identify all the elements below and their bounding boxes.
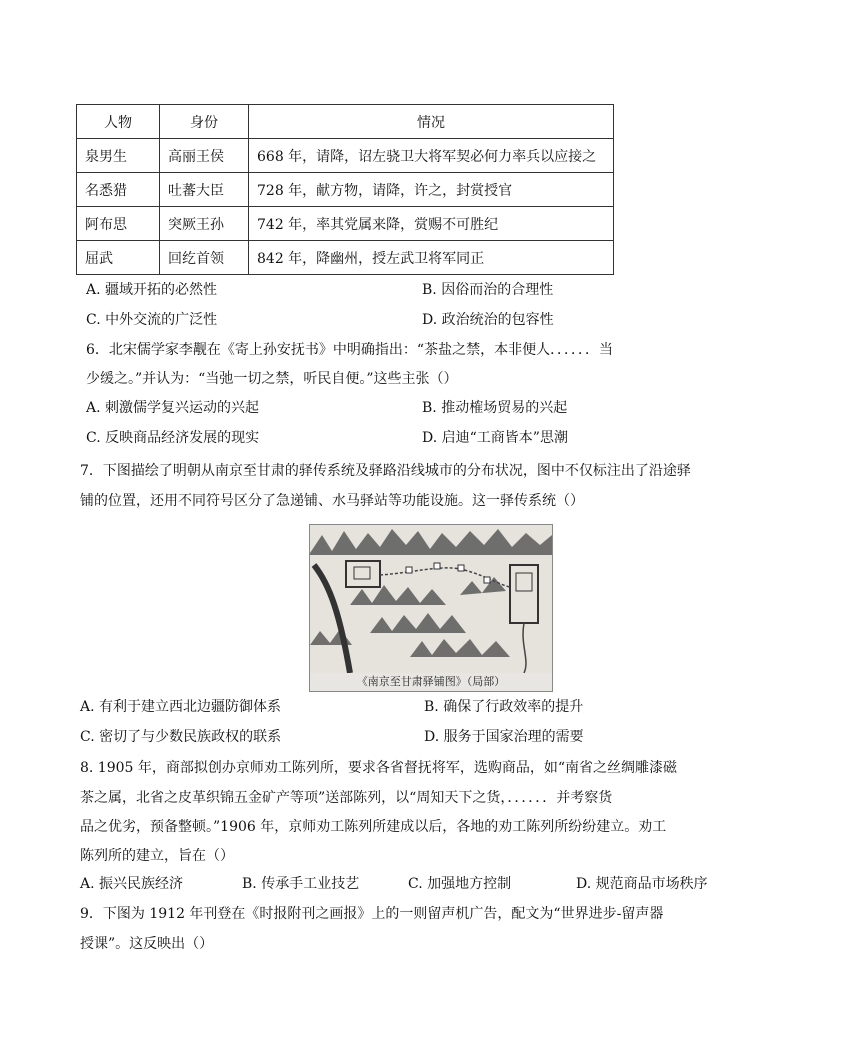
table-cell: 842 年，降幽州，授左武卫将军同正 (249, 241, 614, 275)
history-figures-table (76, 104, 614, 275)
table-cell: 泉男生 (77, 139, 160, 173)
q8-stem-line-1: 8. 1905 年，商部拟创办京师劝工陈列所，要求各省督抚将军，选购商品，如“南省之丝绸雕漆磁 (80, 760, 678, 776)
q6-option-c[interactable]: C. 反映商品经济发展的现实 (86, 430, 260, 446)
q8-option-b[interactable]: B. 传承手工业技艺 (242, 876, 360, 892)
table-cell: 742 年，率其党属来降，赏赐不可胜纪 (249, 207, 614, 241)
q6-option-b[interactable]: B. 推动榷场贸易的兴起 (422, 400, 568, 416)
q6-stem-line-2: 少缓之。”并认为：“当弛一切之禁，听民自便。”这些主张（） (86, 371, 458, 387)
table-row (77, 173, 614, 207)
q5-option-d[interactable]: D. 政治统治的包容性 (422, 312, 554, 328)
table-cell: 回纥首领 (160, 241, 249, 275)
table-cell: 吐蕃大臣 (160, 173, 249, 207)
q6-option-d[interactable]: D. 启迪“工商皆本”思潮 (422, 430, 568, 446)
table-row (77, 139, 614, 173)
q7-option-c[interactable]: C. 密切了与少数民族政权的联系 (80, 729, 282, 745)
q8-stem-line-2: 茶之属，北省之皮革织锦五金矿产等项”送部陈列，以“周知天下之货，．．．．．．并考察货 (80, 790, 613, 806)
q8-option-c[interactable]: C. 加强地方控制 (408, 876, 512, 892)
q9-stem-line-1: 9．下图为 1912 年刊登在《时报附刊之画报》上的一则留声机广告，配文为“世界进步-留声器 (80, 906, 664, 922)
table-row (77, 207, 614, 241)
q5-option-c[interactable]: C. 中外交流的广泛性 (86, 312, 218, 328)
table-header-cell: 人物 (77, 105, 160, 139)
q7-option-a[interactable]: A. 有利于建立西北边疆防御体系 (80, 699, 282, 715)
q8-stem-line-3: 品之优劣，预备整顿。”1906 年，京师劝工陈列所建成以后，各地的劝工陈列所纷纷建立。劝工 (80, 819, 667, 835)
relay-map-image (309, 524, 553, 692)
q7-stem-line-2: 铺的位置，还用不同符号区分了急递铺、水马驿站等功能设施。这一驿传系统（） (80, 493, 584, 509)
q7-option-b[interactable]: B. 确保了行政效率的提升 (424, 699, 584, 715)
table-cell: 高丽王侯 (160, 139, 249, 173)
table-header-row (77, 105, 614, 139)
table-cell: 668 年，请降，诏左骁卫大将军契必何力率兵以应接之 (249, 139, 614, 173)
map-caption: 《南京至甘肃驿铺图》（局部） (356, 675, 506, 688)
q5-option-b[interactable]: B. 因俗而治的合理性 (422, 282, 554, 298)
q8-option-d[interactable]: D. 规范商品市场秩序 (576, 876, 708, 892)
table-cell: 突厥王孙 (160, 207, 249, 241)
q7-stem-line-1: 7．下图描绘了明朝从南京至甘肃的驿传系统及驿路沿线城市的分布状况，图中不仅标注出了沿途驿 (80, 463, 691, 479)
q6-option-a[interactable]: A. 刺激儒学复兴运动的兴起 (86, 400, 260, 416)
table-cell: 屈武 (77, 241, 160, 275)
q8-option-a[interactable]: A. 振兴民族经济 (80, 876, 184, 892)
table-cell: 名悉猎 (77, 173, 160, 207)
table-header-cell: 情况 (249, 105, 614, 139)
table-row (77, 241, 614, 275)
table-cell: 728 年，献方物，请降，许之，封赏授官 (249, 173, 614, 207)
q5-option-a[interactable]: A. 疆域开拓的必然性 (86, 282, 218, 298)
q6-stem-line-1: 6．北宋儒学家李觏在《寄上孙安抚书》中明确指出：“茶盐之禁，本非便人．．．．．．当 (86, 342, 614, 358)
relay-map-drawing (310, 525, 552, 673)
table-header-cell: 身份 (160, 105, 249, 139)
table-cell: 阿布思 (77, 207, 160, 241)
q9-stem-line-2: 授课”。这反映出（） (80, 936, 214, 952)
q8-stem-line-4: 陈列所的建立，旨在（） (80, 848, 234, 864)
q7-option-d[interactable]: D. 服务于国家治理的需要 (424, 729, 584, 745)
